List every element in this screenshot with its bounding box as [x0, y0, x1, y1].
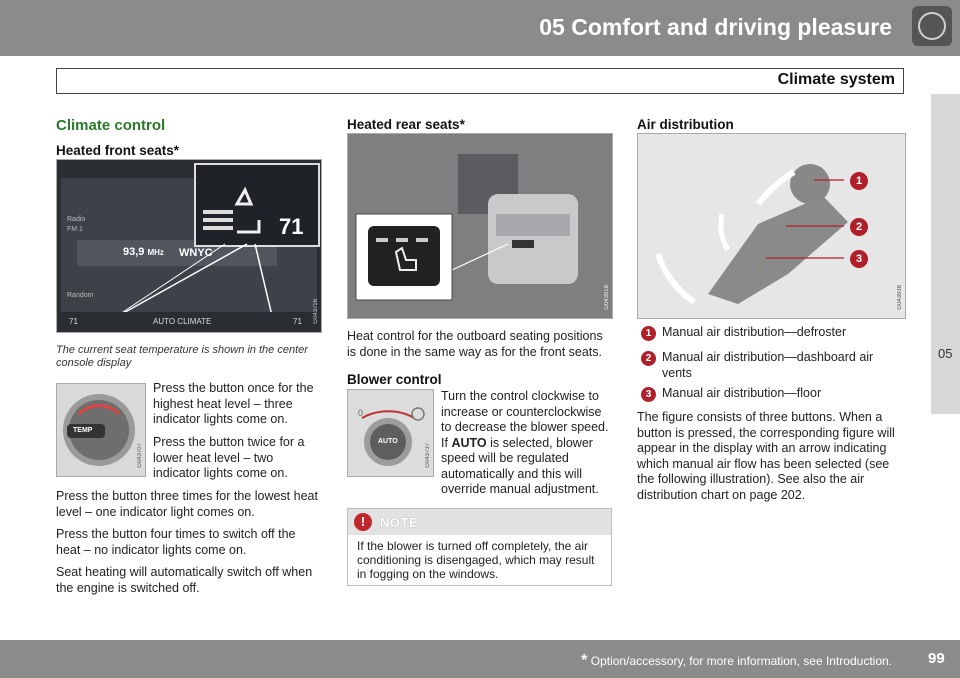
chapter-side-tab [931, 94, 960, 414]
paragraph-press-once: Press the button once for the highest heat level – three indicator lights come on. [153, 381, 314, 426]
paragraph-press-twice: Press the button twice for a lower heat level – two indicator lights come on. [153, 435, 305, 480]
seat-icon [912, 6, 952, 46]
page-header [0, 0, 960, 56]
menu-item-random: Random [67, 292, 94, 299]
rear-seat-control-figure [347, 133, 613, 319]
radio-frequency: 93,9 MHz [123, 246, 164, 258]
seat-heat-button-illustration [57, 384, 145, 476]
rear-console-illustration [348, 134, 612, 318]
section-title: Climate system [777, 71, 895, 88]
paragraph-auto-off: Seat heating will automatically switch off when the engine is switched off. [56, 565, 313, 595]
figure-code: G043707 [137, 443, 143, 468]
callout-2: 2 [850, 218, 868, 236]
page-footer [0, 640, 960, 678]
paragraph-rear-seats: Heat control for the outboard seating positions is done in the same way as for the front seats. [347, 329, 603, 359]
list-number-1: 1 [641, 326, 656, 341]
figure-code: G043938 [897, 285, 903, 310]
figure-caption: The current seat temperature is shown in the center console display [56, 344, 308, 369]
warning-icon: ! [354, 513, 372, 531]
paragraph-air-distribution: The figure consists of three buttons. When a button is pressed, the corresponding figure will appear in the display with an arrow indicating which manual air flow has been selected (see the following illustration). See also the air distribution chart on page 202. [637, 410, 895, 502]
callout-1: 1 [850, 172, 868, 190]
center-console-display-figure [56, 159, 322, 333]
paragraph-blower: Turn the control clockwise to increase or counterclockwise to decrease the blower speed. If AUTO is selected, blower speed will be regulated automatically and this will override manual adjustment. [441, 389, 609, 496]
blower-knob-illustration [348, 390, 433, 476]
callout-3: 3 [850, 250, 868, 268]
blower-min-label: 0 [358, 408, 364, 418]
section-heading: Climate control [56, 117, 166, 134]
temp-button-figure [56, 383, 146, 477]
list-item-floor: Manual air distribution—floor [662, 386, 822, 400]
temp-button-label: TEMP [73, 427, 93, 434]
right-zone-temperature: 71 [293, 317, 302, 326]
heated-front-seats-heading: Heated front seats* [56, 143, 180, 158]
figure-code: G043716 [313, 299, 319, 324]
zoomed-seat-temperature: 71 [279, 214, 304, 239]
menu-item-fm1: FM 1 [67, 226, 83, 233]
list-number-3: 3 [641, 387, 656, 402]
list-item-defroster: Manual air distribution—defroster [662, 325, 847, 339]
blower-control-heading: Blower control [347, 372, 442, 387]
menu-item-radio: Radio [67, 216, 86, 223]
blower-auto-label: AUTO [378, 438, 398, 445]
section-banner [56, 68, 904, 94]
figure-code: G043737 [425, 443, 431, 468]
left-zone-temperature: 71 [69, 317, 78, 326]
figure-code: G043918 [604, 285, 610, 310]
footer-note: * Option/accessory, for more information, see Introduction. [581, 652, 892, 669]
air-distribution-heading: Air distribution [637, 117, 734, 132]
console-display-illustration [57, 160, 321, 332]
air-distribution-figure [637, 133, 906, 319]
chapter-title: 05 Comfort and driving pleasure [539, 14, 892, 40]
radio-station: WNYC [179, 247, 213, 259]
list-item-dashboard-vents: Manual air distribution—dashboard air vents [662, 350, 874, 380]
paragraph-press-four-times: Press the button four times to switch off the heat – no indicator lights come on. [56, 527, 296, 557]
chapter-tab-number: 05 [938, 346, 953, 361]
note-body: If the blower is turned off completely, the air conditioning is disengaged, which may result in fogging on the windows. [357, 539, 595, 581]
page-number: 99 [928, 650, 945, 667]
blower-knob-figure [347, 389, 434, 477]
note-title: NOTE [380, 515, 419, 530]
list-number-2: 2 [641, 351, 656, 366]
note-box [347, 508, 612, 586]
paragraph-press-three-times: Press the button three times for the lowest heat level – one indicator light comes on. [56, 489, 318, 519]
climate-mode-label: AUTO CLIMATE [153, 317, 212, 326]
heated-rear-seats-heading: Heated rear seats* [347, 117, 465, 132]
